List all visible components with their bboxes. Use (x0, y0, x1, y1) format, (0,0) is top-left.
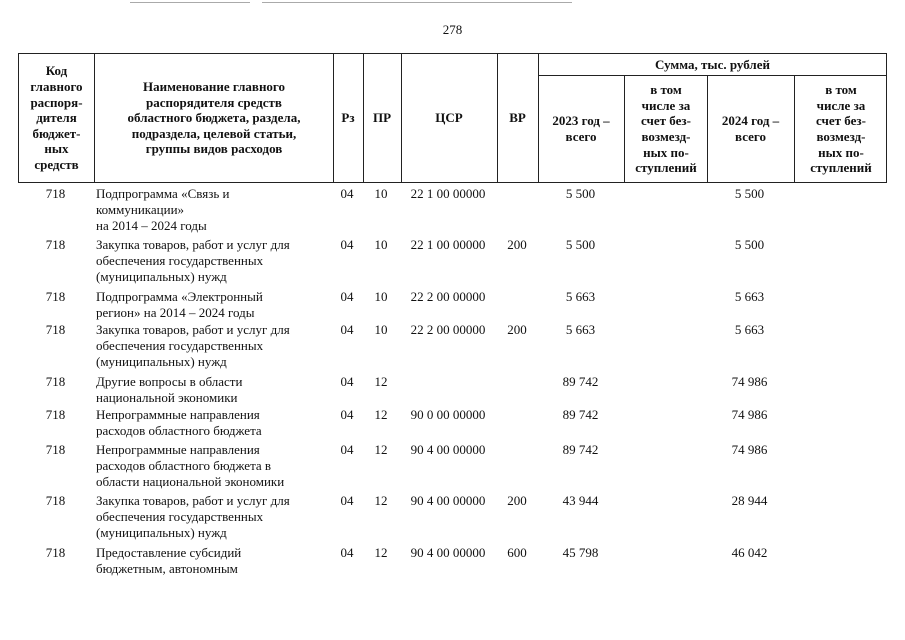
cell-total-2023: 5 663 (565, 322, 596, 337)
scan-top-line-left (130, 2, 250, 3)
cell-csr: 22 1 00 00000 (410, 237, 486, 252)
cell-total-2024: 5 500 (734, 237, 765, 252)
table-header (18, 53, 887, 183)
cell-total-2023: 5 500 (565, 186, 596, 201)
header-gratuitous-2023: в том числе за счет без- возмезд- ных по- ступлений (635, 82, 697, 176)
cell-pr: 12 (374, 374, 388, 389)
cell-total-2024: 5 663 (734, 289, 765, 304)
cell-total-2024: 74 986 (731, 407, 768, 422)
header-total-2024: 2024 год – всего (721, 113, 780, 144)
cell-rz: 04 (340, 186, 354, 201)
cell-name: Закупка товаров, работ и услуг для обеспечения государственных (муниципальных) нужд (96, 493, 290, 540)
cell-code: 718 (45, 289, 66, 304)
cell-vr: 200 (507, 322, 527, 337)
cell-csr: 90 4 00 00000 (410, 442, 486, 457)
header-name: Наименование главного распорядителя средств областного бюджета, раздела, подраздела, целевой статьи, группы видов расходов (127, 79, 301, 157)
cell-name: Подпрограмма «Связь и коммуникации» на 2014 – 2024 годы (96, 186, 230, 233)
cell-total-2023: 89 742 (562, 374, 599, 389)
cell-total-2023: 5 500 (565, 237, 596, 252)
cell-csr: 22 2 00 00000 (410, 322, 486, 337)
cell-pr: 12 (374, 407, 388, 422)
cell-total-2024: 5 663 (734, 322, 765, 337)
header-vr: ВР (509, 110, 526, 126)
header-total-2023: 2023 год – всего (552, 113, 610, 144)
cell-rz: 04 (340, 407, 354, 422)
cell-code: 718 (45, 442, 66, 457)
cell-code: 718 (45, 493, 66, 508)
cell-csr: 90 4 00 00000 (410, 493, 486, 508)
cell-total-2024: 5 500 (734, 186, 765, 201)
cell-total-2024: 28 944 (731, 493, 768, 508)
cell-pr: 12 (374, 442, 388, 457)
cell-rz: 04 (340, 374, 354, 389)
cell-total-2023: 45 798 (562, 545, 599, 560)
cell-total-2023: 89 742 (562, 407, 599, 422)
cell-code: 718 (45, 407, 66, 422)
cell-total-2023: 89 742 (562, 442, 599, 457)
cell-code: 718 (45, 186, 66, 201)
header-rz: Рз (341, 110, 355, 126)
cell-pr: 12 (374, 545, 388, 560)
cell-vr: 200 (507, 493, 527, 508)
cell-total-2024: 46 042 (731, 545, 768, 560)
scan-top-line-right (262, 2, 572, 3)
cell-pr: 10 (374, 186, 388, 201)
cell-csr: 22 1 00 00000 (410, 186, 486, 201)
header-pr: ПР (372, 110, 392, 126)
cell-name: Непрограммные направления расходов областного бюджета в области национальной экономики (96, 442, 285, 489)
cell-vr: 200 (507, 237, 527, 252)
cell-name: Закупка товаров, работ и услуг для обеспечения государственных (муниципальных) нужд (96, 237, 290, 284)
cell-code: 718 (45, 545, 66, 560)
cell-rz: 04 (340, 493, 354, 508)
cell-pr: 10 (374, 237, 388, 252)
page-number: 278 (442, 22, 463, 37)
cell-csr: 90 0 00 00000 (410, 407, 486, 422)
cell-code: 718 (45, 237, 66, 252)
cell-code: 718 (45, 374, 66, 389)
cell-total-2024: 74 986 (731, 442, 768, 457)
header-code: Код главного распоря- дителя бюджет- ных средств (30, 63, 83, 172)
cell-pr: 12 (374, 493, 388, 508)
cell-name: Закупка товаров, работ и услуг для обеспечения государственных (муниципальных) нужд (96, 322, 290, 369)
cell-rz: 04 (340, 289, 354, 304)
cell-total-2024: 74 986 (731, 374, 768, 389)
header-csr: ЦСР (435, 110, 463, 126)
cell-pr: 10 (374, 289, 388, 304)
cell-rz: 04 (340, 237, 354, 252)
cell-name: Подпрограмма «Электронный регион» на 2014 – 2024 годы (96, 289, 263, 320)
cell-pr: 10 (374, 322, 388, 337)
cell-total-2023: 5 663 (565, 289, 596, 304)
cell-name: Непрограммные направления расходов областного бюджета (96, 407, 262, 438)
header-gratuitous-2024: в том числе за счет без- возмезд- ных по- ступлений (810, 82, 872, 176)
cell-total-2023: 43 944 (562, 493, 599, 508)
cell-vr: 600 (507, 545, 527, 560)
cell-csr: 22 2 00 00000 (410, 289, 486, 304)
cell-name: Другие вопросы в области национальной экономики (96, 374, 243, 405)
header-sum-group: Сумма, тыс. рублей (655, 56, 770, 72)
cell-code: 718 (45, 322, 66, 337)
cell-csr: 90 4 00 00000 (410, 545, 486, 560)
cell-rz: 04 (340, 545, 354, 560)
cell-rz: 04 (340, 322, 354, 337)
cell-rz: 04 (340, 442, 354, 457)
cell-name: Предоставление субсидий бюджетным, автономным (96, 545, 242, 576)
